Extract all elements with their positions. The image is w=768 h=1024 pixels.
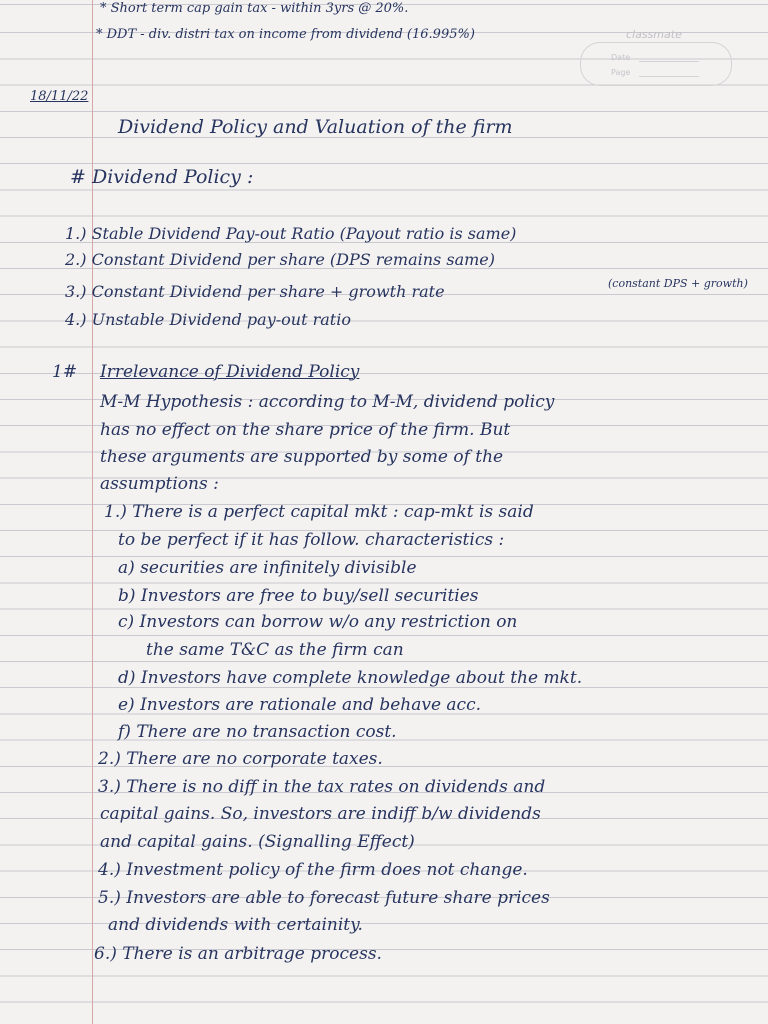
stamp-date-line bbox=[639, 61, 699, 62]
policy-item-3: 3.) Constant Dividend per share + growth rate bbox=[65, 282, 445, 301]
assumption-line-16: and dividends with certainity. bbox=[108, 915, 363, 935]
body-line-4: assumptions : bbox=[100, 474, 219, 494]
assumption-line-11: 3.) There is no diff in the tax rates on dividends and bbox=[98, 777, 546, 797]
policy-item-4: 4.) Unstable Dividend pay-out ratio bbox=[65, 310, 351, 329]
assumption-line-6: the same T&C as the firm can bbox=[146, 640, 404, 660]
assumption-line-1: 1.) There is a perfect capital mkt : cap-mkt is said bbox=[104, 502, 534, 522]
stamp-brand: classmate bbox=[626, 28, 682, 41]
irrelevance-number: 1# bbox=[52, 362, 78, 382]
assumption-line-15: 5.) Investors are able to forecast future share prices bbox=[98, 888, 550, 908]
assumption-line-2: to be perfect if it has follow. characteristics : bbox=[118, 530, 505, 550]
assumption-line-3: a) securities are infinitely divisible bbox=[118, 558, 417, 578]
body-line-3: these arguments are supported by some of the bbox=[100, 447, 504, 467]
assumption-line-12: capital gains. So, investors are indiff b/w dividends bbox=[100, 804, 541, 824]
policy-note: (constant DPS + growth) bbox=[608, 277, 748, 290]
entry-date: 18/11/22 bbox=[30, 89, 89, 104]
assumption-line-5: c) Investors can borrow w/o any restriction on bbox=[118, 612, 518, 632]
stamp-page-line bbox=[639, 76, 699, 77]
classmate-stamp bbox=[580, 42, 732, 86]
body-line-2: has no effect on the share price of the firm. But bbox=[100, 420, 511, 440]
irrelevance-heading: Irrelevance of Dividend Policy bbox=[100, 362, 360, 382]
body-line-1: M-M Hypothesis : according to M-M, dividend policy bbox=[100, 392, 555, 412]
assumption-line-4: b) Investors are free to buy/sell securities bbox=[118, 586, 479, 606]
page-title: Dividend Policy and Valuation of the firm bbox=[118, 116, 513, 138]
assumption-line-8: e) Investors are rationale and behave acc. bbox=[118, 695, 481, 715]
stamp-date-label: Date bbox=[611, 53, 631, 62]
policy-item-1: 1.) Stable Dividend Pay-out Ratio (Payout ratio is same) bbox=[65, 224, 517, 243]
header-note-1: * Short term cap gain tax - within 3yrs @ 20%. bbox=[100, 1, 409, 16]
assumption-line-10: 2.) There are no corporate taxes. bbox=[98, 749, 383, 769]
section-heading: # Dividend Policy : bbox=[70, 166, 254, 188]
margin-line bbox=[92, 0, 93, 1024]
header-note-2: * DDT - div. distri tax on income from dividend (16.995%) bbox=[96, 27, 475, 42]
assumption-line-13: and capital gains. (Signalling Effect) bbox=[100, 832, 415, 852]
stamp-page-label: Page bbox=[611, 68, 631, 77]
assumption-line-9: f) There are no transaction cost. bbox=[118, 722, 397, 742]
assumption-line-14: 4.) Investment policy of the firm does not change. bbox=[98, 860, 528, 880]
assumption-line-7: d) Investors have complete knowledge about the mkt. bbox=[118, 668, 583, 688]
policy-item-2: 2.) Constant Dividend per share (DPS remains same) bbox=[65, 250, 495, 269]
assumption-line-17: 6.) There is an arbitrage process. bbox=[94, 944, 382, 964]
